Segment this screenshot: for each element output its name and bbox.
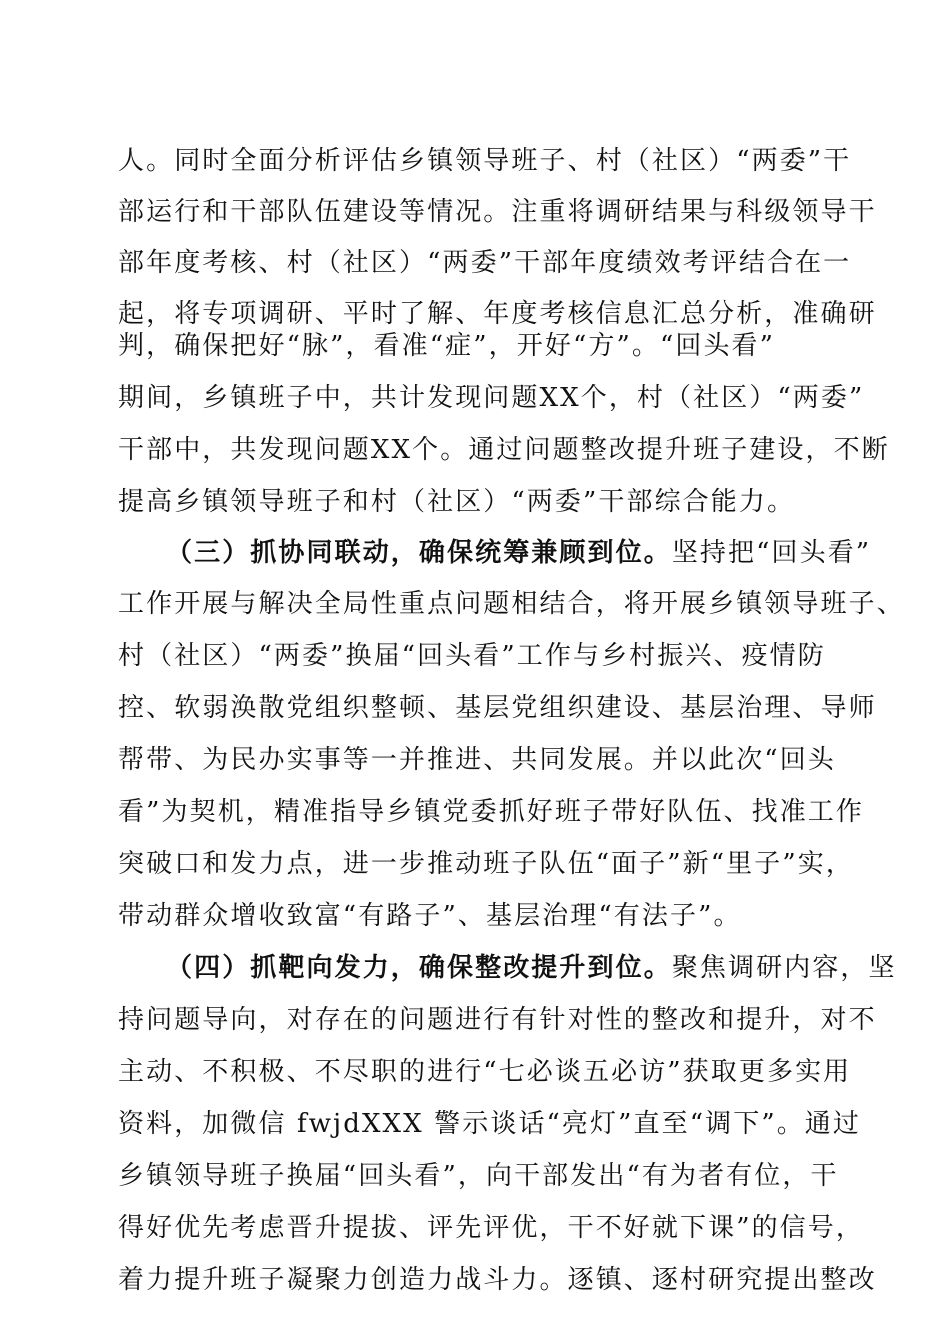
p2-first-line-rest: 坚持把“回头看” — [671, 538, 872, 568]
p3-heading: （四）抓靶向发力，确保整改提升到位。 — [166, 953, 672, 983]
p3-line-6: 得好优先考虑晋升提拔、评先评优，干不好就下课”的信号， — [118, 1213, 864, 1243]
p3-line-5: 乡镇领导班子换届“回头看”，向干部发出“有为者有位，干 — [118, 1161, 839, 1191]
p1-line-7: 干部中，共发现问题XX个。通过问题整改提升班子建设，不断 — [118, 435, 890, 465]
p2-line-5: 帮带、为民办实事等一并推进、共同发展。并以此次“回头 — [118, 745, 836, 775]
p3-first-line-rest: 聚焦调研内容，坚 — [671, 953, 897, 983]
p1-line-4: 起，将专项调研、平时了解、年度考核信息汇总分析，准确研 — [118, 299, 877, 329]
p2-line-1 — [166, 533, 872, 573]
p3-line-4: 资料，加微信 fwjdXXX 警示谈话“亮灯”直至“调下”。通过 — [118, 1109, 862, 1139]
p1-line-6: 期间，乡镇班子中，共计发现问题XX个，村（社区）“两委” — [118, 383, 865, 413]
p2-line-2: 工作开展与解决全局性重点问题相结合，将开展乡镇领导班子、 — [118, 589, 905, 619]
p1-line-1: 人。同时全面分析评估乡镇领导班子、村（社区）“两委”干 — [118, 146, 852, 176]
p2-line-3: 村（社区）“两委”换届“回头看”工作与乡村振兴、疫情防 — [118, 641, 826, 671]
p3-line-2: 持问题导向，对存在的问题进行有针对性的整改和提升，对不 — [118, 1005, 877, 1035]
p3-line-1 — [166, 948, 897, 988]
p2-line-8: 带动群众增收致富“有路子”、基层治理“有法子”。 — [118, 901, 742, 931]
p2-line-4: 控、软弱涣散党组织整顿、基层党组织建设、基层治理、导师 — [118, 693, 877, 723]
p1-line-2: 部运行和干部队伍建设等情况。注重将调研结果与科级领导干 — [118, 197, 877, 227]
p2-line-6: 看”为契机，精准指导乡镇党委抓好班子带好队伍、找准工作 — [118, 797, 864, 827]
p1-line-3: 部年度考核、村（社区）“两委”干部年度绩效考评结合在一 — [118, 248, 852, 278]
p3-line-3: 主动、不积极、不尽职的进行“七必谈五必访”获取更多实用 — [118, 1057, 852, 1087]
p2-heading: （三）抓协同联动，确保统筹兼顾到位。 — [166, 538, 672, 568]
p1-line-8: 提高乡镇领导班子和村（社区）“两委”干部综合能力。 — [118, 487, 796, 517]
p2-line-7: 突破口和发力点，进一步推动班子队伍“面子”新“里子”实， — [118, 849, 854, 879]
p3-line-7: 着力提升班子凝聚力创造力战斗力。逐镇、逐村研究提出整改 — [118, 1265, 877, 1295]
p1-line-5: 判，确保把好“脉”，看准“症”，开好“方”。“回头看” — [118, 331, 776, 361]
